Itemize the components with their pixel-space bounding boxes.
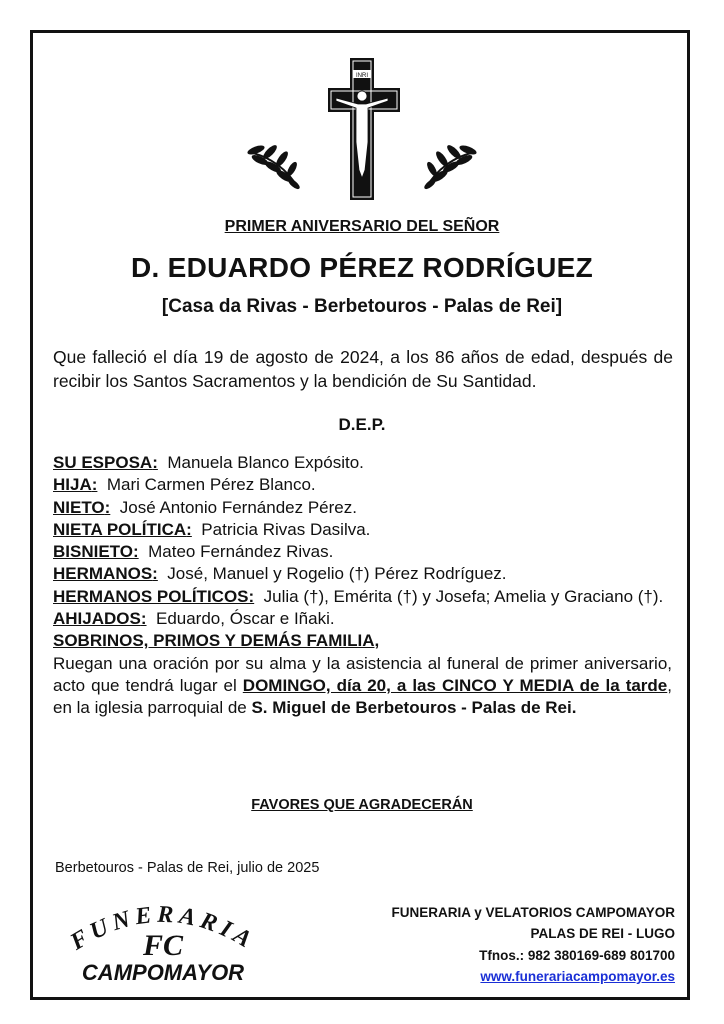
relative-label: NIETA POLÍTICA <box>53 519 187 539</box>
relative-names: Mateo Fernández Rivas. <box>148 542 334 562</box>
relatives-list <box>53 452 672 720</box>
place-date: Berbetouros - Palas de Rei, julio de 2025 <box>55 860 320 876</box>
relative-label: HERMANOS POLÍTICOS <box>53 586 249 606</box>
company-phones: Tfnos.: 982 380169-689 801700 <box>479 947 675 963</box>
relative-label: HIJA <box>53 475 92 495</box>
relative-line: HERMANOS: José, Manuel y Rogelio (†) Pérez Rodríguez. <box>53 564 507 584</box>
anniversary-heading: PRIMER ANIVERSARIO DEL SEÑOR <box>224 218 500 235</box>
relative-label: SU ESPOSA <box>53 453 153 472</box>
relative-names: Julia (†), Emérita (†) y Josefa; Amelia y Graciano (†). <box>263 586 664 606</box>
relative-label: AHIJADOS <box>53 609 141 629</box>
company-name: FUNERARIA y VELATORIOS CAMPOMAYOR <box>391 905 675 920</box>
church-name: S. Miguel de Berbetouros - Palas de Rei. <box>251 698 577 718</box>
family-label: SOBRINOS, PRIMOS Y DEMÁS FAMILIA <box>53 631 375 651</box>
relative-line: SU ESPOSA: Manuela Blanco Expósito. <box>53 453 364 472</box>
relative-line: BISNIETO: Mateo Fernández Rivas. <box>53 542 334 562</box>
request-text: Ruegan una oración por su alma y la asistencia al funeral de primer aniversario, acto que tendrá lugar el <box>53 653 672 695</box>
relative-label: HERMANOS <box>53 564 153 584</box>
logo-arc-text: FUNERARIA <box>66 901 260 956</box>
company-info <box>380 902 675 987</box>
family-line: SOBRINOS, PRIMOS Y DEMÁS FAMILIA, <box>53 631 380 651</box>
deceased-name: D. EDUARDO PÉREZ RODRÍGUEZ <box>130 252 594 283</box>
relative-names: José Antonio Fernández Pérez. <box>119 497 357 517</box>
cross-icon <box>328 58 400 200</box>
relative-names: Manuela Blanco Expósito. <box>167 453 364 472</box>
funeraria-logo <box>52 893 274 985</box>
crucifix-emblem <box>240 52 484 204</box>
right-laurel-icon <box>423 143 478 191</box>
relative-names: José, Manuel y Rogelio (†) Pérez Rodríguez. <box>167 564 507 584</box>
relative-line: NIETA POLÍTICA: Patricia Rivas Dasilva. <box>53 519 371 539</box>
relative-line: HERMANOS POLÍTICOS: Julia (†), Emérita (†) y Josefa; Amelia y Graciano (†). <box>53 586 664 606</box>
relative-line: NIETO: José Antonio Fernández Pérez. <box>53 497 357 517</box>
request-text-2: , en la iglesia parroquial de <box>53 675 672 718</box>
relative-line: AHIJADOS: Eduardo, Óscar e Iñaki. <box>53 609 335 629</box>
deceased-residence: [Casa da Rivas - Berbetouros - Palas de Rei] <box>161 296 563 317</box>
closing-thanks: FAVORES QUE AGRADECERÁN <box>251 797 473 813</box>
relative-names: Eduardo, Óscar e Iñaki. <box>155 609 335 629</box>
company-website-link[interactable]: www.funerariacampomayor.es <box>480 968 675 984</box>
logo-name: CAMPOMAYOR <box>81 960 245 985</box>
company-location: PALAS DE REI - LUGO <box>530 926 675 942</box>
funeral-request <box>53 653 672 720</box>
left-laurel-icon <box>246 143 301 191</box>
logo-monogram: FC <box>142 929 184 962</box>
inri-label: INRI <box>356 73 368 79</box>
relative-names: Mari Carmen Pérez Blanco. <box>106 475 316 495</box>
relative-label: NIETO <box>53 497 105 517</box>
funeral-time: DOMINGO, día 20, a las CINCO Y MEDIA de la tarde <box>242 675 668 695</box>
death-announcement: Que falleció el día 19 de agosto de 2024, a los 86 años de edad, después de recibir los Santos Sacramentos y la bendición de Su Santidad. <box>53 347 673 391</box>
relative-line: HIJA: Mari Carmen Pérez Blanco. <box>53 475 316 495</box>
relative-names: Patricia Rivas Dasilva. <box>201 519 371 539</box>
relative-label: BISNIETO <box>53 542 133 562</box>
rip-abbreviation: D.E.P. <box>338 415 386 434</box>
